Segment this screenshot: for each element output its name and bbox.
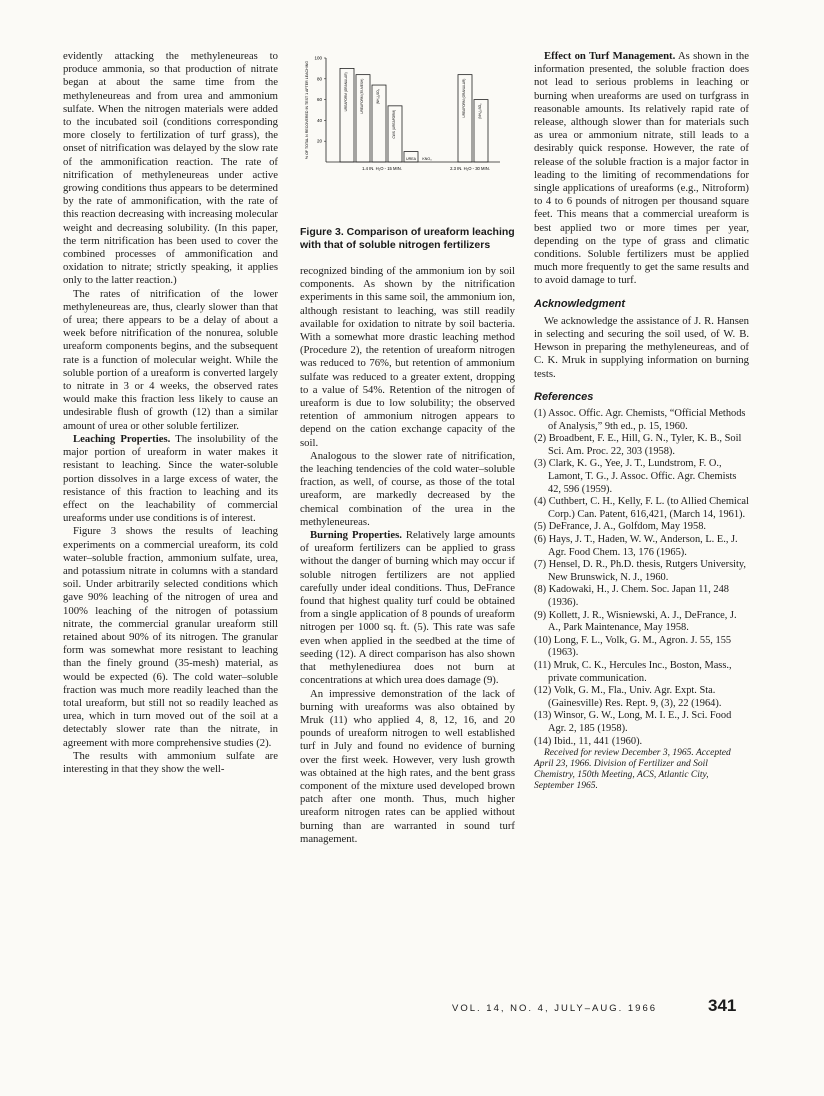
paragraph: evidently attacking the methyleneureas to produce ammonia, so that production of nitrate began at about the same time from the methyleneureas and from urea and ammonium sulfate. When the nitrogen materials were added to the incubated soil (conditions corresponding more closely to fertilization of turf grass), the onset of nitrification was delayed by the slow rate of the ammonification reaction. The rate of nitrification of methyleneureas under active growing conditions thus appears to be determined by the rate of ammonification, with the rate of this reaction decreasing with increasing molecular weight and decreasing solubility. (In this paper, the term nitrification has been used to cover the combined processes of ammonification and oxidation to nitrate; strictly speaking, it applies only to the latter reaction.) xyxy=(63,50,278,287)
figure-caption: Figure 3. Comparison of ureaform leaching with that of soluble nitrogen fertilizers xyxy=(300,226,515,251)
journal-footer: VOL. 14, NO. 4, JULY–AUG. 1966 xyxy=(452,1003,658,1014)
received-note: Received for review December 3, 1965. Accepted April 23, 1966. Division of Fertilizer and Soil Chemistry, 150th Meeting, ACS, Atlantic City, September 1965. xyxy=(534,748,731,792)
y-tick-label: 100 xyxy=(314,55,322,61)
paragraph-text: As shown in the information presented, the soluble fraction does not lead to serious problems in leaching or burning when ureaforms are used on turfgrass in reasonable amounts. Its relatively rapid rate of release, although slower than for materials such as urea or ammonium nitrate, still leads to a desirably quick response. However, the rate of release of the soluble fraction is a major factor in leading to the limiting of recommendations for single applications of ureaforms (e.g., Nitroform) to 4 to 6 pounds of nitrogen per thousand square feet. This means that a commercial ureaform is best applied two or more times per year, depending on the type of grass and climatic conditions. Soluble fertilizers must be applied much more frequently to get the same results and to avoid damage to turf. xyxy=(534,50,749,287)
paragraph: An impressive demonstration of the lack of burning with ureaforms was also obtained by Mruk (11) who applied 4, 8, 12, 16, and 20 pounds of ureaform nitrogen to well established turf in July and found no evidence of burning over the first week. However, very lush growth was obtained at the high rates, and the bent grass component of the mixture used developed brown patch after one month. Thus, much higher ureaform nitrogen rates can be applied without burning than are warranted in sound turf management. xyxy=(300,687,515,845)
text-column-3 xyxy=(534,50,749,792)
reference-item: (2) Broadbent, F. E., Hill, G. N., Tyler, K. B., Soil Sci. Am. Proc. 22, 303 (1958). xyxy=(534,433,742,457)
reference-list xyxy=(534,408,749,748)
y-tick-label: 80 xyxy=(316,76,322,82)
bar-label: KNO₃ xyxy=(422,157,432,161)
reference-item: (3) Clark, K. G., Yee, J. T., Lundstrom, F. O., Lamont, T. G., J. Assoc. Offic. Agr. Chemists 42, 596 (1959). xyxy=(534,458,737,495)
bar-label: UREAFORM (35-MESH) xyxy=(360,78,364,114)
y-tick-label: 60 xyxy=(316,97,322,103)
text-column-1 xyxy=(63,50,278,776)
reference-item: (13) Winsor, G. W., Long, M. I. E., J. Sci. Food Agr. 2, 185 (1958). xyxy=(534,710,732,734)
leaching-bar-chart xyxy=(300,50,515,180)
paragraph: Figure 3 shows the results of leaching experiments on a commercial ureaform, its cold water–soluble fraction, ammonium sulfate, urea, and potassium nitrate in columns with a standard soil. Under arbitrarily selected conditions which gave 90% leaching of the nitrogen of urea and 100% leaching of the nitrogen of potassium nitrate, the commercial granular ureaform still retained about 90% of its nitrogen. The granular form was somewhat more resistant to leaching than the finely ground (35-mesh) material, as would be expected (6). The cold water–soluble fraction was much more readily leached than the total ureaform, but still not so readily leached as urea, which in turn moved out of the soil at a detectably slower rate than the nitrate, in agreement with more comprehensive studies (2). xyxy=(63,525,278,749)
bar-label: CWS (UREAFORM) xyxy=(392,109,396,139)
reference-item: (12) Volk, G. M., Fla., Univ. Agr. Expt. Sta. (Gainesville) Res. Rept. 9, (3), 22 (1964). xyxy=(534,685,722,709)
section-runin-heading: Leaching Properties. xyxy=(73,432,171,445)
bar-label: (NH₄)₂SO₄ xyxy=(478,103,482,119)
section-runin-heading: Effect on Turf Management. xyxy=(544,50,676,62)
reference-item: (10) Long, F. L., Volk, G. M., Agron. J. 55, 155 (1963). xyxy=(534,634,732,659)
y-axis-label: % OF TOTAL N RECOVERED IN TEST 1 AFTER LEACHING xyxy=(305,60,309,160)
paragraph: We acknowledge the assistance of J. R. Hansen in selecting and securing the soil used, of W. B. Hewson in preparing the methyleneureas, and of C. K. Mruk in supplying information on burning tests. xyxy=(534,314,749,380)
bar-label: (NH₄)₂SO₄ xyxy=(376,89,380,105)
paragraph xyxy=(300,529,515,687)
paragraph-text: Relatively large amounts of ureaform fertilizers can be applied to grass without the danger of burning which may occur if soluble nitrogen fertilizers are not applied carefully under ideal conditions. Thus, DeFrance found that highest quality turf could be obtained from a single application of 8 pounds of ureaform nitrogen per 1000 sq. ft. (5). This rate was safe even when applied in the seedbed at the time of seeding (12). A direct comparison has also shown that methylenediurea does not burn at concentrations at which urea does damage (9). xyxy=(300,529,516,687)
paragraph: Analogous to the slower rate of nitrification, the leaching tendencies of the cold water–soluble fraction, as well, of course, as those of the total ureaform, are markedly decreased by the chemical combination of the urea in the methyleneureas. xyxy=(300,449,515,528)
reference-item: (1) Assoc. Offic. Agr. Chemists, “Official Methods of Analysis,” 9th ed., p. 15, 1960. xyxy=(534,408,746,432)
reference-item: (7) Hensel, D. R., Ph.D. thesis, Rutgers University, New Brunswick, N. J., 1960. xyxy=(534,559,747,583)
references-heading: References xyxy=(534,390,594,403)
paragraph-text: The insolubility of the major portion of ureaform in water makes it resistant to leaching. Since the water-soluble portion dissolves in a large excess of water, the resistance of this fraction to leaching and its effect on the leachability of commercial ureaforms under use conditions is of interest. xyxy=(63,432,278,525)
x-group-label-right: 2.3 IN. H₂O - 30 MIN. xyxy=(450,166,490,171)
paragraph xyxy=(63,433,278,525)
y-tick-label: 40 xyxy=(316,117,322,123)
y-tick-label: 20 xyxy=(316,138,322,144)
figure-3 xyxy=(300,50,515,220)
reference-item: (11) Mruk, C. K., Hercules Inc., Boston, Mass., private communication. xyxy=(534,659,732,684)
reference-item: (9) Kollett, J. R., Wisniewski, A. J., DeFrance, J. A., Park Maintenance, May 1958. xyxy=(534,609,737,634)
paragraph: recognized binding of the ammonium ion by soil components. As shown by the nitrification experiments in this same soil, the ammonium ion, although resistant to leaching, was still readily available for oxidation to nitrate by soil bacteria. With a somewhat more drastic leaching method (Procedure 2), the retention of ureaform nitrogen was reduced to 76%, but retention of ammonium sulfate was reduced to a greater extent, dropping to a value of 54%. Retention of the nitrogen of ureaform is due to low solubility; the observed retention of ammonium nitrogen appears to depend on the cation exchange capacity of the soil. xyxy=(300,265,515,449)
x-group-label-left: 1.4 IN. H₂O - 15 MIN. xyxy=(362,166,402,171)
reference-item: (6) Hays, J. T., Haden, W. W., Anderson, L. E., J. Agr. Food Chem. 13, 176 (1965). xyxy=(534,534,738,558)
page-number: 341 xyxy=(708,996,737,1015)
paragraph: The results with ammonium sulfate are interesting in that they show the well- xyxy=(63,749,278,775)
paragraph xyxy=(534,50,749,288)
reference-item: (4) Cuthbert, C. H., Kelly, F. L. (to Allied Chemical Corp.) Can. Patent, 616,421, (March 14, 1961). xyxy=(534,496,749,520)
reference-item: (8) Kadowaki, H., J. Chem. Soc. Japan 11, 248 (1936). xyxy=(534,584,729,608)
section-runin-heading: Burning Properties. xyxy=(310,529,402,542)
reference-item: (5) DeFrance, J. A., Golfdom, May 1958. xyxy=(534,521,706,533)
bar-label: UREAFORM (GRANULAR) xyxy=(462,78,466,118)
bar-label: UREA xyxy=(406,157,416,161)
text-column-2 xyxy=(300,50,515,846)
acknowledgment-heading: Acknowledgment xyxy=(534,297,626,310)
reference-item: (14) Ibid., 11, 441 (1960). xyxy=(534,735,643,747)
bar-label: UREAFORM (GRANULAR) xyxy=(344,72,348,112)
paragraph: The rates of nitrification of the lower methyleneureas are, thus, clearly slower than that of urea; there appears to be a delay of about a week before nitrification of the nonurea, soluble ureaform components begins, and the subsequent rate is a function of molecular weight. While the soluble portion of a ureaform is converted largely to nitrate in 3 or 4 weeks, the observed rates would make this fraction less likely to cause an undesirable flush of growth (12) than a similar amount of urea or other soluble fertilizer. xyxy=(63,287,278,432)
